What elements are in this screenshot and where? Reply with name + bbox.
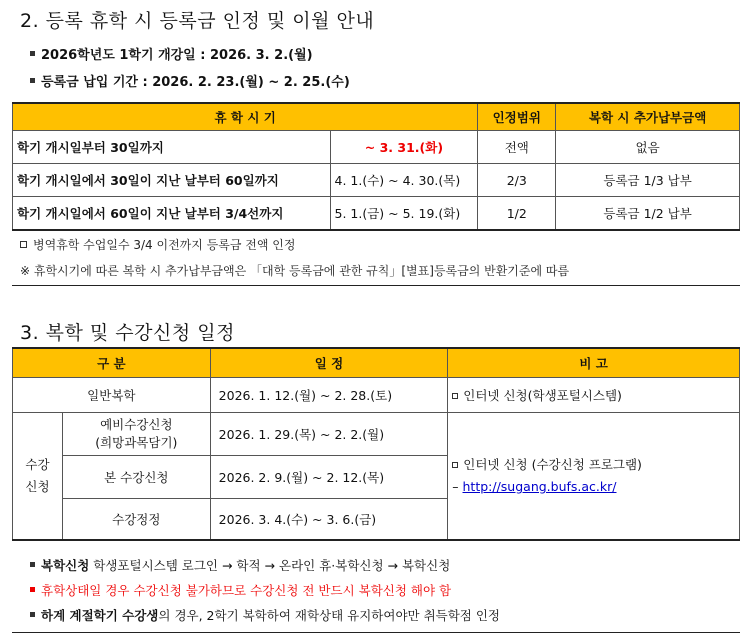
section2-title: 2. 등록 휴학 시 등록금 인정 및 이월 안내 bbox=[20, 10, 375, 32]
table-row bbox=[13, 197, 740, 231]
group-label-cell bbox=[13, 413, 63, 541]
range-cell: 2/3 bbox=[478, 164, 556, 197]
amount-cell: 없음 bbox=[556, 131, 740, 164]
date-cell: 2026. 1. 29.(목) ~ 2. 2.(월) bbox=[210, 413, 448, 456]
square-bullet-icon bbox=[452, 462, 458, 468]
bullet-payment-period bbox=[30, 71, 350, 90]
square-bullet-icon bbox=[30, 587, 35, 592]
table-row bbox=[13, 378, 740, 413]
table-row bbox=[13, 413, 740, 456]
return-registration-table bbox=[12, 347, 740, 541]
header-schedule: 일 정 bbox=[210, 348, 448, 378]
footnote-summer-session bbox=[30, 606, 500, 624]
sub-category-name: 예비수강신청 bbox=[100, 417, 173, 432]
header-remarks: 비 고 bbox=[448, 348, 740, 378]
date-cell: 5. 1.(금) ~ 5. 19.(화) bbox=[330, 197, 478, 231]
remark-text: 인터넷 신청 (수강신청 프로그램) bbox=[463, 457, 642, 472]
sub-category-cell: 수강정정 bbox=[62, 499, 210, 541]
square-bullet-icon bbox=[30, 78, 35, 83]
divider bbox=[12, 285, 740, 286]
range-cell: 전액 bbox=[478, 131, 556, 164]
sub-category-name-sub: (희망과목담기) bbox=[95, 435, 178, 450]
footnote-return-application bbox=[30, 556, 450, 574]
date-cell: 2026. 3. 4.(수) ~ 3. 6.(금) bbox=[210, 499, 448, 541]
period-cell: 학기 개시일부터 30일까지 bbox=[13, 131, 331, 164]
note-refund-rule: ※ 휴학시기에 따른 복학 시 추가납부금액은 「대학 등록금에 관한 규칙」[별표]등록금의 반환기준에 따름 bbox=[20, 264, 570, 278]
amount-cell: 등록금 1/2 납부 bbox=[556, 197, 740, 231]
footnote-text: 의 경우, 2학기 복학하여 재학상태 유지하여야만 취득학점 인정 bbox=[158, 608, 501, 623]
footnote-bold: 하계 계절학기 수강생 bbox=[41, 608, 159, 623]
square-bullet-icon bbox=[30, 562, 35, 567]
sugang-link[interactable]: http://sugang.bufs.ac.kr/ bbox=[462, 479, 617, 494]
footnote-warning bbox=[30, 581, 451, 599]
square-bullet-icon bbox=[20, 241, 27, 248]
footnote-bold: 복학신청 bbox=[41, 558, 90, 573]
group-label-line: 수강 bbox=[25, 457, 50, 472]
table-row bbox=[13, 164, 740, 197]
square-bullet-icon bbox=[452, 393, 458, 399]
square-bullet-icon bbox=[30, 612, 35, 617]
date-cell: 4. 1.(수) ~ 4. 30.(목) bbox=[330, 164, 478, 197]
sub-category-cell bbox=[62, 413, 210, 456]
remark-text: 인터넷 신청(학생포털시스템) bbox=[463, 388, 622, 403]
amount-cell: 등록금 1/3 납부 bbox=[556, 164, 740, 197]
note-military-leave bbox=[20, 236, 295, 253]
category-cell: 일반복학 bbox=[13, 378, 211, 413]
date-cell: 2026. 2. 9.(월) ~ 2. 12.(목) bbox=[210, 456, 448, 499]
footnote-text: 휴학상태일 경우 수강신청 불가하므로 수강신청 전 반드시 복학신청 해야 함 bbox=[41, 583, 452, 598]
header-category: 구 분 bbox=[13, 348, 211, 378]
group-label-line: 신청 bbox=[25, 479, 50, 494]
range-cell: 1/2 bbox=[478, 197, 556, 231]
dash: – bbox=[452, 479, 459, 494]
square-bullet-icon bbox=[30, 51, 35, 56]
table-row bbox=[13, 131, 740, 164]
header-leave-period: 휴 학 시 기 bbox=[13, 103, 478, 131]
period-cell: 학기 개시일에서 60일이 지난 날부터 3/4선까지 bbox=[13, 197, 331, 231]
bullet-text: 등록금 납입 기간 : 2026. 2. 23.(월) ~ 2. 25.(수) bbox=[41, 75, 350, 90]
header-additional-payment: 복학 시 추가납부금액 bbox=[556, 103, 740, 131]
date-cell: ~ 3. 31.(화) bbox=[330, 131, 478, 164]
remark-cell bbox=[448, 378, 740, 413]
header-recognized-range: 인정범위 bbox=[478, 103, 556, 131]
divider bbox=[12, 632, 740, 633]
sub-category-cell: 본 수강신청 bbox=[62, 456, 210, 499]
bullet-text: 2026학년도 1학기 개강일 : 2026. 3. 2.(월) bbox=[41, 48, 313, 63]
footnote-text: 학생포털시스템 로그인 → 학적 → 온라인 휴·복학신청 → 복학신청 bbox=[89, 558, 451, 573]
bullet-semester-start bbox=[30, 44, 313, 63]
leave-refund-table bbox=[12, 102, 740, 231]
section3-title: 3. 복학 및 수강신청 일정 bbox=[20, 322, 235, 344]
remark-cell bbox=[448, 413, 740, 541]
date-cell: 2026. 1. 12.(월) ~ 2. 28.(토) bbox=[210, 378, 448, 413]
note-text: 병역휴학 수업일수 3/4 이전까지 등록금 전액 인정 bbox=[33, 238, 296, 252]
period-cell: 학기 개시일에서 30일이 지난 날부터 60일까지 bbox=[13, 164, 331, 197]
